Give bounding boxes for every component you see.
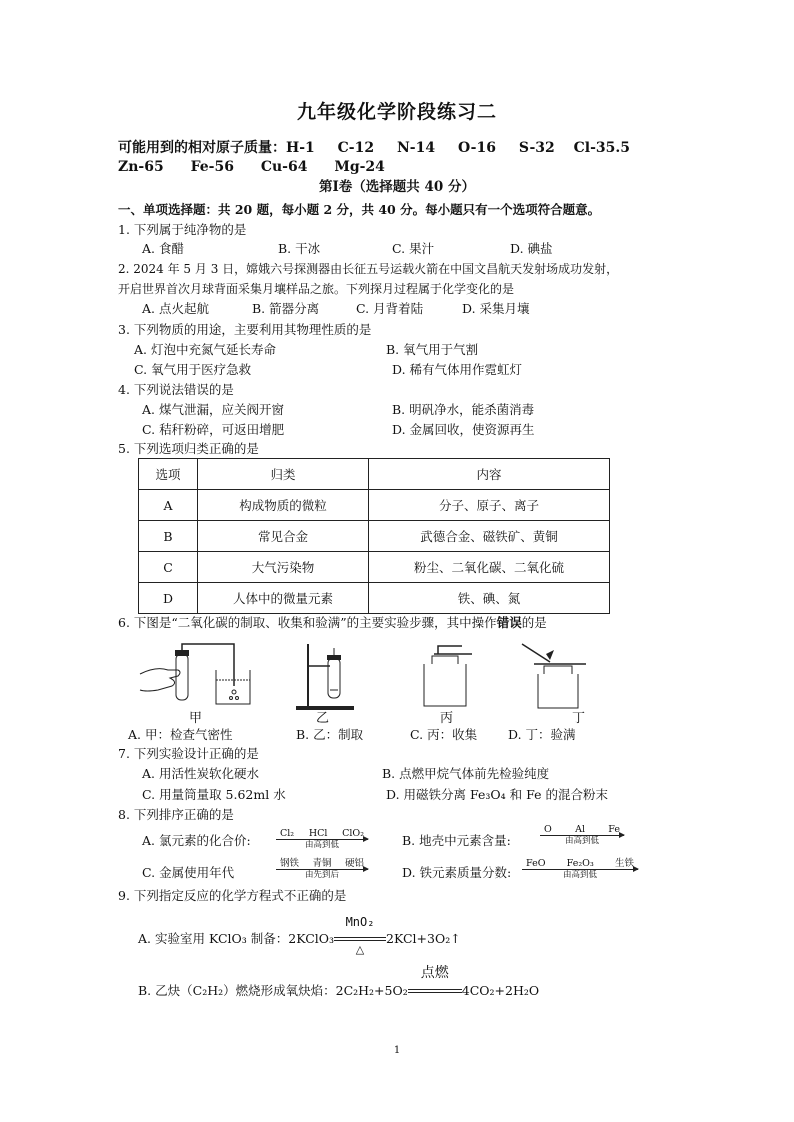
sequence-direction: 由先到后 (304, 870, 339, 880)
q9-stem: 9. 下列指定反应的化学方程式不正确的是 (118, 888, 347, 903)
q8-option-c-label: C. 金属使用年代 (142, 865, 235, 880)
q8-option-d-label: D. 铁元素质量分数: (402, 865, 512, 880)
table-cell: B (139, 521, 198, 552)
equation-products: 4CO₂+2H₂O (461, 983, 540, 998)
mass-cl: Cl-35.5 (573, 140, 630, 156)
atomic-mass-line-2 (118, 159, 385, 176)
table-cell: 武德合金、磁铁矿、黄铜 (369, 521, 610, 552)
q6-option-d: D. 丁：验满 (508, 727, 576, 742)
page-number: 1 (393, 1045, 401, 1056)
table-header-cell: 选项 (139, 459, 198, 490)
q7-stem: 7. 下列实验设计正确的是 (118, 746, 259, 761)
equation-products: 2KCl+3O₂↑ (386, 931, 461, 946)
table-cell: C (139, 552, 198, 583)
q2-option-c: C. 月背着陆 (356, 301, 424, 316)
sequence-item: HCl (308, 828, 328, 839)
q4-option-d: D. 金属回收，使资源再生 (392, 422, 535, 437)
q8-option-a-sequence (276, 828, 368, 851)
mass-s: S-32 (518, 140, 555, 156)
table-cell: 常见合金 (198, 521, 369, 552)
q4-option-a: A. 煤气泄漏，应关阀开窗 (142, 402, 284, 417)
equation-reactants: B. 乙炔（C₂H₂）燃烧形成氧炔焰：2C₂H₂+5O₂ (138, 983, 408, 998)
sequence-arrow (276, 839, 368, 840)
q6-stem-pre: 6. 下图是“二氧化碳的制取、收集和验满”的主要实验步骤，其中操作 (118, 615, 497, 630)
table-cell: 大气污染物 (198, 552, 369, 583)
q7-option-c: C. 用量筒量取 5.62ml 水 (142, 787, 286, 802)
table-cell: 构成物质的微粒 (198, 490, 369, 521)
sequence-item: 钢铁 (280, 858, 300, 869)
q1-option-c: C. 果汁 (392, 241, 435, 256)
q8-stem: 8. 下列排序正确的是 (118, 807, 234, 822)
q2-stem-line-2: 开启世界首次月球背面采集月壤样品之旅。下列探月过程属于化学变化的是 (118, 282, 515, 296)
mass-h: H-1 (286, 140, 315, 156)
q8-option-c-sequence (276, 858, 368, 881)
apparatus-bing-figure (410, 640, 480, 712)
equals-line (334, 937, 386, 938)
apparatus-jia-figure (138, 640, 268, 710)
table-cell: D (139, 583, 198, 614)
q1-option-d: D. 碘盐 (510, 241, 553, 256)
ignition-label: 点燃 (420, 965, 449, 981)
catalyst-label: MnO₂ (345, 915, 375, 929)
mass-n: N-14 (396, 140, 436, 156)
sequence-direction: 由高到低 (304, 840, 339, 850)
mass-cu: Cu-64 (260, 159, 308, 175)
apparatus-ding-figure (516, 640, 596, 712)
mass-c: C-12 (337, 140, 375, 156)
sequence-item: Al (575, 824, 585, 835)
table-cell: A (139, 490, 198, 521)
mass-fe: Fe-56 (190, 159, 234, 175)
table-row (139, 490, 610, 521)
table-row (139, 521, 610, 552)
q6-stem (118, 614, 547, 631)
table-cell: 粉尘、二氧化碳、二氧化硫 (369, 552, 610, 583)
q5-stem: 5. 下列选项归类正确的是 (118, 441, 259, 456)
q8-option-b-sequence (540, 824, 624, 847)
q2-option-a: A. 点火起航 (142, 301, 209, 316)
q7-option-b: B. 点燃甲烷气体前先检验纯度 (382, 766, 550, 781)
q8-option-b-label: B. 地壳中元素含量: (402, 833, 511, 848)
q6-option-c: C. 丙：收集 (410, 727, 478, 742)
sequence-item: Cl₂ (280, 828, 295, 839)
q1-stem: 1. 下列属于纯净物的是 (118, 222, 247, 237)
sequence-direction: 由高到低 (562, 870, 597, 880)
section-title: 第Ⅰ卷（选择题共 40 分） (318, 179, 475, 195)
q7-option-d: D. 用磁铁分离 Fe₃O₄ 和 Fe 的混合粉末 (386, 787, 608, 802)
q9-option-a (138, 915, 461, 956)
atomic-mass-label: 可能用到的相对原子质量： (118, 140, 286, 156)
q2-option-b: B. 箭器分离 (252, 301, 320, 316)
q6-stem-emphasis: 错误 (496, 615, 522, 630)
sequence-item: ClO₂ (342, 828, 364, 839)
q4-option-c: C. 秸秆粉碎，可返田增肥 (142, 422, 285, 437)
sequence-direction: 由高到低 (564, 836, 599, 846)
q2-stem-line-1: 2. 2024 年 5 月 3 日，嫦娥六号探测器由长征五号运载火箭在中国文昌航天发射场成功发射， (118, 262, 619, 276)
table-header-cell: 归类 (198, 459, 369, 490)
mass-zn: Zn-65 (118, 159, 164, 175)
fig-label-ding: 丁 (572, 711, 586, 726)
q7-option-a: A. 用活性炭软化硬水 (142, 766, 259, 781)
table-cell: 铁、碘、氮 (369, 583, 610, 614)
fig-label-bing: 丙 (440, 711, 454, 726)
fig-label-jia: 甲 (189, 711, 203, 726)
q6-stem-post: 的是 (521, 615, 547, 630)
mass-mg: Mg-24 (334, 159, 385, 175)
sequence-item: Fe₂O₃ (566, 858, 594, 869)
table-cell: 人体中的微量元素 (198, 583, 369, 614)
q9-option-b (138, 965, 540, 999)
heat-symbol: △ (355, 943, 365, 956)
apparatus-yi-figure (290, 640, 360, 712)
q3-stem: 3. 下列物质的用途，主要利用其物理性质的是 (118, 322, 372, 337)
table-row (139, 552, 610, 583)
table-cell: 分子、原子、离子 (369, 490, 610, 521)
sequence-item: O (544, 824, 552, 835)
q3-option-b: B. 氧气用于气割 (386, 342, 479, 357)
sequence-arrow (276, 869, 368, 870)
sequence-item: 生铁 (614, 858, 634, 869)
equals-line (408, 989, 462, 990)
mass-o: O-16 (457, 140, 496, 156)
q3-option-a: A. 灯泡中充氮气延长寿命 (134, 342, 276, 357)
page-title: 九年级化学阶段练习二 (296, 101, 497, 123)
sequence-item: 青铜 (312, 858, 332, 869)
q1-option-b: B. 干冰 (278, 241, 321, 256)
equation-reactants: A. 实验室用 KClO₃ 制备：2KClO₃ (138, 931, 335, 946)
q2-option-d: D. 采集月壤 (462, 301, 530, 316)
q4-stem: 4. 下列说法错误的是 (118, 382, 234, 397)
instructions: 一、单项选择题：共 20 题，每小题 2 分，共 40 分。每小题只有一个选项符合题意。 (118, 202, 601, 217)
table-row (139, 583, 610, 614)
q4-option-b: B. 明矾净水，能杀菌消毒 (392, 402, 535, 417)
q3-option-d: D. 稀有气体用作霓虹灯 (392, 362, 523, 377)
table-header-row (139, 459, 610, 490)
sequence-item: Fe (608, 824, 620, 835)
classification-table (138, 458, 610, 614)
table-header-cell: 内容 (369, 459, 610, 490)
q3-option-c: C. 氧气用于医疗急救 (134, 362, 252, 377)
equals-line (408, 992, 462, 993)
sequence-arrow (540, 835, 624, 836)
reaction-condition (408, 965, 462, 999)
q6-option-b: B. 乙：制取 (296, 727, 364, 742)
q1-option-a: A. 食醋 (142, 241, 184, 256)
atomic-mass-line-1 (118, 140, 630, 157)
sequence-item: FeO (526, 858, 546, 869)
q8-option-d-sequence (522, 858, 638, 881)
sequence-item: 硬铝 (344, 858, 364, 869)
q6-option-a: A. 甲：检查气密性 (128, 727, 233, 742)
sequence-arrow (522, 869, 638, 870)
q8-option-a-label: A. 氯元素的化合价: (142, 833, 251, 848)
fig-label-yi: 乙 (316, 711, 330, 726)
reaction-condition (334, 915, 386, 956)
